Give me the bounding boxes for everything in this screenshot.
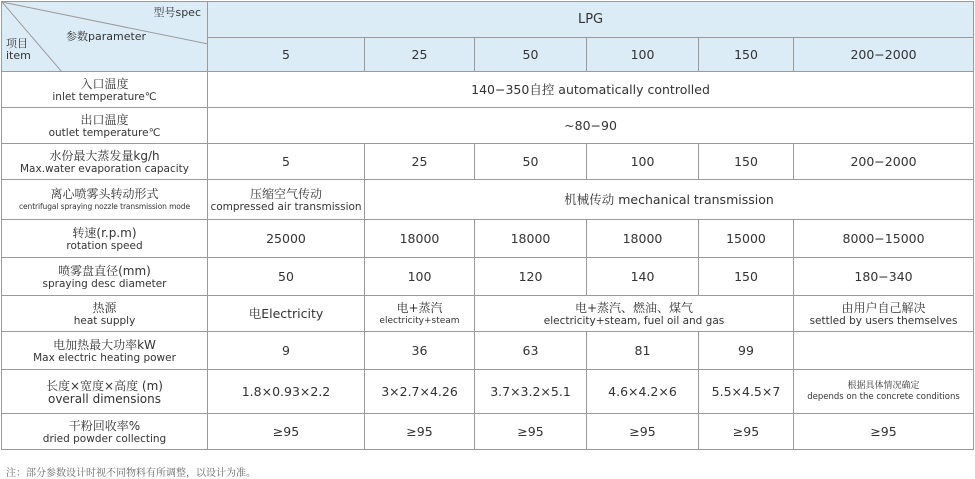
table-row [2, 332, 974, 370]
row-label-en: overall dimensions [47, 391, 161, 406]
row-label [2, 370, 208, 414]
table-cell: 25000 [208, 220, 365, 258]
table-cell: ≥95 [794, 414, 974, 450]
table-cell [365, 296, 475, 332]
row-label [2, 332, 208, 370]
row-label-zh: 电加热最大功率kW [53, 337, 156, 352]
spec-label: 型号spec [153, 6, 201, 19]
table-cell: ≥95 [699, 414, 794, 450]
table-cell: 150 [699, 144, 794, 180]
table-cell: 1.8×0.93×2.2 [208, 370, 365, 414]
table-cell: 5 [208, 144, 365, 180]
cell-text-zh: 根据具体情况确定 [847, 381, 920, 391]
row-label [2, 296, 208, 332]
row-label-en: centrifugal spraying nozzle transmission mode [19, 201, 190, 211]
row-label [2, 220, 208, 258]
row-label-zh: 热源 [92, 300, 117, 315]
table-cell: 5.5×4.5×7 [699, 370, 794, 414]
row-label [2, 144, 208, 180]
row-label-en: Max electric heating power [33, 351, 176, 364]
row-label-en: heat supply [73, 314, 136, 327]
row-label-zh: 转速(r.p.m) [72, 225, 137, 240]
cell-text-en: electricity+steam [379, 315, 460, 326]
row-label-zh: 喷雾盘直径(mm) [58, 263, 151, 278]
cell-text-zh: 电+蒸汽、燃油、煤气 [574, 300, 694, 315]
row-label-en: dried powder collecting [42, 432, 167, 445]
row-label-zh: 出口温度 [80, 112, 129, 127]
row-label-en: Max.water evaporation capacity [19, 162, 190, 175]
table-row [2, 370, 974, 414]
table-cell: 3×2.7×4.26 [365, 370, 475, 414]
model-size: 25 [365, 38, 475, 72]
table-cell: 9 [208, 332, 365, 370]
row-label-en: spraying desc diameter [42, 277, 167, 290]
table-cell: 18000 [365, 220, 475, 258]
table-row [2, 414, 974, 450]
table-cell: 15000 [699, 220, 794, 258]
table-cell: ≥95 [208, 414, 365, 450]
table-cell: 200−2000 [794, 144, 974, 180]
row-label-en: rotation speed [66, 239, 143, 252]
header-corner-cell [2, 2, 208, 72]
row-label-zh: 水份最大蒸发量kg/h [49, 148, 160, 163]
table-cell: ~80−90 [208, 108, 974, 144]
table-cell: 63 [475, 332, 587, 370]
model-size: 50 [475, 38, 587, 72]
spec-table [1, 1, 974, 450]
table-cell: 36 [365, 332, 475, 370]
table-cell: 25 [365, 144, 475, 180]
table-row [2, 258, 974, 296]
cell-text-en: settled by users themselves [809, 314, 958, 327]
table-cell: 50 [208, 258, 365, 296]
row-label-zh: 入口温度 [80, 76, 129, 91]
table-cell: 180−340 [794, 258, 974, 296]
table-row [2, 220, 974, 258]
row-label-en: outlet temperature℃ [48, 126, 161, 139]
table-cell [208, 180, 365, 220]
table-cell [475, 296, 794, 332]
row-label [2, 108, 208, 144]
table-cell: 81 [587, 332, 699, 370]
table-cell: 18000 [587, 220, 699, 258]
row-label-en: inlet temperature℃ [52, 90, 157, 103]
table-row [2, 296, 974, 332]
table-cell: 4.6×4.2×6 [587, 370, 699, 414]
item-label [6, 38, 31, 62]
model-size: 200−2000 [794, 38, 974, 72]
cell-text-en: electricity+steam, fuel oil and gas [543, 314, 725, 327]
cell-text-en: depends on the concrete conditions [807, 392, 960, 402]
model-size: 5 [208, 38, 365, 72]
table-cell: 3.7×3.2×5.1 [475, 370, 587, 414]
model-name: LPG [208, 2, 974, 38]
table-cell: ≥95 [365, 414, 475, 450]
table-cell: 99 [699, 332, 794, 370]
parameter-label: 参数parameter [66, 30, 147, 43]
table-cell [794, 370, 974, 414]
table-cell: 机械传动 mechanical transmission [365, 180, 974, 220]
footnote: 注：部分参数设计时视不同物料有所调整，以设计为准。 [6, 468, 256, 479]
table-cell: 50 [475, 144, 587, 180]
table-cell: 8000−15000 [794, 220, 974, 258]
table-cell: ≥95 [475, 414, 587, 450]
table-cell: 140 [587, 258, 699, 296]
table-cell: 150 [699, 258, 794, 296]
row-label [2, 258, 208, 296]
row-label-zh: 离心喷雾头转动形式 [50, 186, 159, 201]
row-label [2, 72, 208, 108]
row-label [2, 414, 208, 450]
model-size: 100 [587, 38, 699, 72]
table-row [2, 180, 974, 220]
table-cell: 100 [365, 258, 475, 296]
item-label-en: item [6, 49, 31, 62]
table-cell: 电Electricity [208, 296, 365, 332]
table-cell: 120 [475, 258, 587, 296]
table-cell [794, 296, 974, 332]
table-cell: 18000 [475, 220, 587, 258]
table-row [2, 72, 974, 108]
cell-text-zh: 电+蒸汽 [396, 300, 443, 315]
row-label-zh: 长度×宽度×高度 (m) [46, 378, 163, 393]
table-row [2, 108, 974, 144]
row-label-zh: 干粉回收率% [68, 418, 141, 433]
cell-text-zh: 由用户自己解决 [841, 300, 926, 315]
item-label-zh: 项目 [6, 37, 28, 50]
table-row [2, 144, 974, 180]
table-cell: 100 [587, 144, 699, 180]
model-size: 150 [699, 38, 794, 72]
table-cell [794, 332, 974, 370]
table-cell: ≥95 [587, 414, 699, 450]
table-cell: 140−350自控 automatically controlled [208, 72, 974, 108]
row-label [2, 180, 208, 220]
cell-text-en: compressed air transmission [210, 200, 362, 213]
cell-text-zh: 压缩空气传动 [249, 186, 322, 201]
header-row-model [2, 2, 974, 38]
